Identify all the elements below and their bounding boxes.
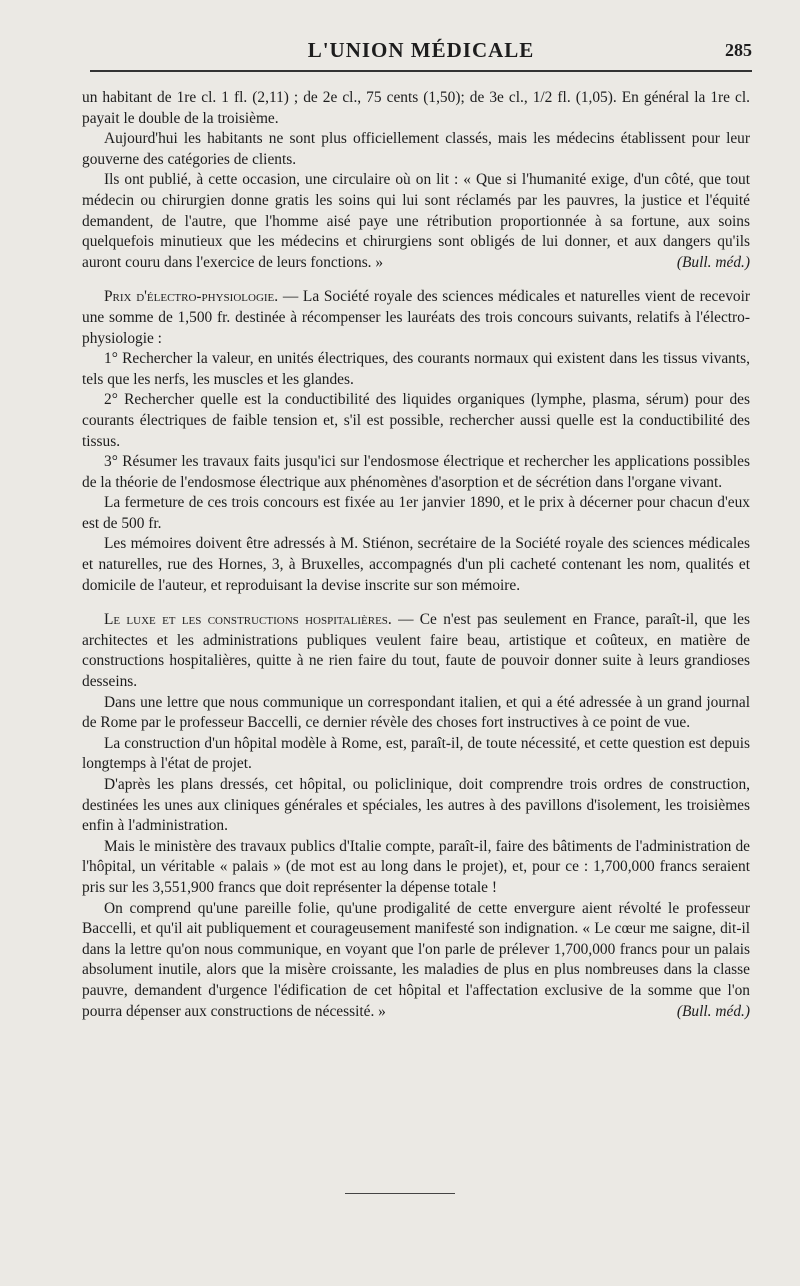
citation: (Bull. méd.)	[676, 253, 750, 271]
circular-text: Ils ont publié, à cette occasion, une circulaire où on lit : « Que si l'humanité exige, d'un côté, que tout médecin ou chirurgien donne gratis les soins qui lui sont réclamés par les pauvres, la justice et l'équité demandent, de l'autre, que l'homme aisé paye une rétribution proportionnée à sa fortune, aux soins quelquefois minutieux que les médecins et chirurgiens sont obligés de lui donner, et aux dangers qu'ils auront couru dans l'exercice de leurs fonctions. »	[82, 171, 750, 271]
article-body	[82, 88, 750, 1022]
paragraph-ministry: Mais le ministère des travaux publics d'Italie compte, paraît-il, faire des bâtiments de l'administration de l'hôpital, un véritable « palais » (de mot est au long dans le projet), et, pour ce : 1,700,000 francs seraient pris sur les 3,551,900 francs que doit représenter la dépense totale !	[82, 837, 750, 896]
paragraph-prize-intro	[82, 287, 750, 349]
running-title: L'UNION MÉDICALE	[307, 38, 535, 62]
page-number: 285	[725, 40, 752, 60]
citation: (Bull. méd.)	[676, 1002, 750, 1020]
paragraph-hospital: La construction d'un hôpital modèle à Rome, est, paraît-il, de toute nécessité, et cette question est depuis longtemps à l'état de projet.	[82, 734, 750, 773]
paragraph-plans: D'après les plans dressés, cet hôpital, ou policlinique, doit comprendre trois ordres de construction, destinées les unes aux cliniques générales et spéciales, les autres à des pavillons d'isolement, les troisièmes enfin à l'administration.	[82, 776, 750, 835]
end-divider	[345, 1193, 455, 1194]
luxury-intro-text: — Ce n'est pas seulement en France, paraît-il, que les architectes et les administrations publiques veulent faire beau, artistique et coûteux, en matière de constructions hospitalières, quitte à ne rien faire du tout, faute de pouvoir donner suite à leurs grandioses desseins.	[82, 611, 750, 691]
page-header	[90, 38, 752, 72]
paragraph-indignation	[82, 899, 750, 1023]
list-item: 1° Rechercher la valeur, en unités électriques, des courants normaux qui existent dans les tissus vivants, tels que les nerfs, les muscles et les glandes.	[82, 350, 750, 388]
prize-intro-text: — La Société royale des sciences médicales et naturelles vient de recevoir une somme de 1,500 fr. destinée à récompenser les lauréats des trois concours suivants, relatifs à l'électro-physiologie :	[82, 288, 750, 347]
paragraph-classification: Aujourd'hui les habitants ne sont plus officiellement classés, mais les médecins établissent pour leur gouverne des catégories de clients.	[82, 130, 750, 168]
section-heading: Prix d'électro-physiologie.	[104, 288, 279, 306]
paragraph-luxury-intro	[82, 610, 750, 692]
header-rule	[90, 70, 752, 72]
paragraph-submission: Les mémoires doivent être adressés à M. Stiénon, secrétaire de la Société royale des sciences médicales et naturelles, rue des Hornes, 3, à Bruxelles, accompagnés d'un pli cacheté contenant les nom, qualités et domicile de l'auteur, et reproduisant la devise inscrite sur son mémoire.	[82, 535, 750, 594]
indignation-text: On comprend qu'une pareille folie, qu'une prodigalité de cette envergure aient révolté le professeur Baccelli, et qu'il ait publiquement et courageusement manifesté son indignation. « Le cœur me saigne, dit-il dans la lettre qu'on nous communique, en voyant que l'on parle de prélever 1,700,000 francs pour un palais absolument inutile, alors que la misère croissante, les maladies de plus en plus nombreuses dans la classe pauvre, demandent d'urgence l'édification de cet hôpital et l'affectation exclusive de la somme que l'on pourra dépenser aux constructions de nécessité. »	[82, 899, 750, 1020]
list-item: 2° Rechercher quelle est la conductibilité des liquides organiques (lymphe, plasma, sérum) pour des courants électriques de faible tension et, s'il est possible, rechercher aussi quelle est la conductibilité des tissus.	[82, 391, 750, 450]
list-item: 3° Résumer les travaux faits jusqu'ici sur l'endosmose électrique et rechercher les applications possibles de la théorie de l'endosmose électrique aux phénomènes d'asorption et de sécrétion dans l'organe vivant.	[82, 453, 750, 491]
section-heading: Le luxe et les constructions hospitalières.	[104, 611, 392, 629]
paragraph-letter: Dans une lettre que nous communique un correspondant italien, et qui a été adressée à un grand journal de Rome par le professeur Baccelli, ce dernier révèle des choses fort instructives à ce point de vue.	[82, 693, 750, 732]
paragraph-deadline: La fermeture de ces trois concours est fixée au 1er janvier 1890, et le prix à décerner pour chacun d'eux est de 500 fr.	[82, 494, 750, 532]
paragraph-continuation: un habitant de 1re cl. 1 fl. (2,11) ; de 2e cl., 75 cents (1,50); de 3e cl., 1/2 fl. (1,05). En général la 1re cl. payait le double de la troisième.	[82, 89, 750, 127]
paragraph-circular	[82, 170, 750, 273]
